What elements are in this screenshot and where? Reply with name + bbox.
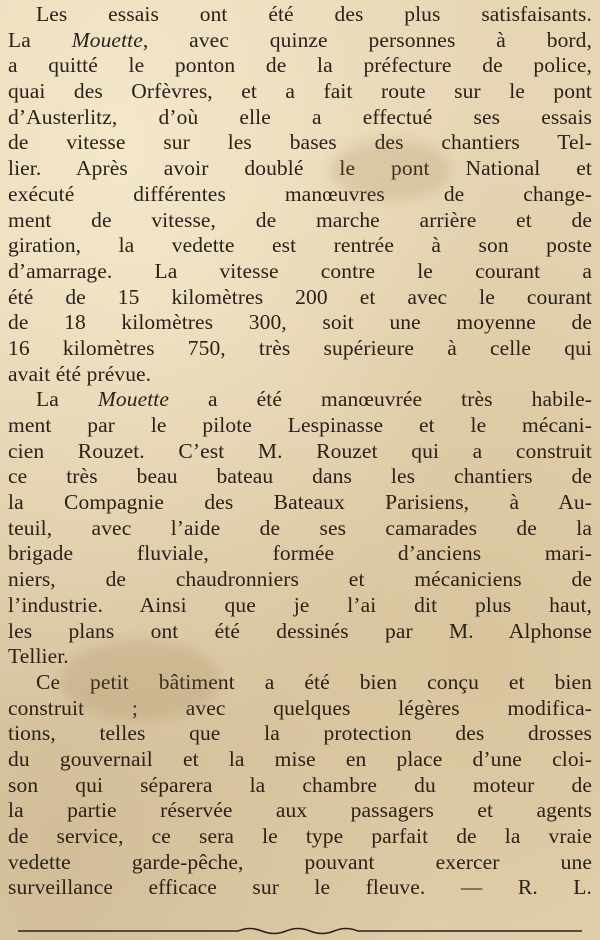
text-line: les plans ont été dessinés par M. Alphonse xyxy=(8,618,592,643)
text-line: exécuté différentes manœuvres de change- xyxy=(8,181,592,206)
text-line: a quitté le ponton de la préfecture de police, xyxy=(8,53,592,78)
text-line: avait été prévue. xyxy=(8,361,152,386)
text-line: 16 kilomètres 750, très supérieure à celle qui xyxy=(8,335,592,360)
text-line: d’amarrage. La vitesse contre le courant a xyxy=(8,258,592,283)
text-line: quai des Orfèvres, et a fait route sur le pont xyxy=(8,79,592,104)
text-line: Tellier. xyxy=(8,644,69,669)
text-line: brigade fluviale, formée d’anciens mari- xyxy=(8,541,592,566)
text-line: la partie réservée aux passagers et agents xyxy=(8,798,592,823)
paragraph-2 xyxy=(8,387,592,670)
text-line: giration, la vedette est rentrée à son poste xyxy=(8,233,592,258)
text-line: lier. Après avoir doublé le pont National et xyxy=(8,156,592,181)
text-line: tions, telles que la protection des drosses xyxy=(8,721,592,746)
text-line: vedette garde-pêche, pouvant exercer une xyxy=(8,849,592,874)
text-line: de vitesse sur les bases des chantiers Tel- xyxy=(8,130,592,155)
text-line: la Compagnie des Bateaux Parisiens, à Au- xyxy=(8,490,592,515)
italic-name: Mouette xyxy=(97,387,170,412)
text-line: ment de vitesse, de marche arrière et de xyxy=(8,207,592,232)
text-line: cien Rouzet. C’est M. Rouzet qui a construit xyxy=(8,438,592,463)
text-line: ce très beau bateau dans les chantiers de xyxy=(8,464,592,489)
text-line: construit ; avec quelques légères modifica- xyxy=(8,695,592,720)
text-line: ment par le pilote Lespinasse et le mécani- xyxy=(8,413,592,437)
text-line: La Mouette, avec quinze personnes à bord, xyxy=(8,27,593,52)
paragraph-1 xyxy=(8,2,592,387)
paper-stain xyxy=(330,140,450,200)
text-line: La Mouette a été manœuvrée très habile- xyxy=(36,387,592,412)
text-line: Ce petit bâtiment a été bien conçu et bien xyxy=(36,669,592,694)
italic-name: Mouette xyxy=(71,27,143,52)
text-line: niers, de chaudronniers et mécaniciens de xyxy=(8,567,592,592)
text-line: du gouvernail et la mise en place d’une cloi- xyxy=(8,746,592,771)
text-line: teuil, avec l’aide de ses camarades de la xyxy=(8,515,592,540)
text-line: surveillance efficace sur le fleuve. — R. L. xyxy=(8,875,592,900)
text-line: son qui séparera la chambre du moteur de xyxy=(8,772,592,797)
paper-stain xyxy=(60,640,220,720)
text-line: l’industrie. Ainsi que je l’ai dit plus haut, xyxy=(8,592,592,617)
text-line: Les essais ont été des plus satisfaisants. xyxy=(36,2,592,26)
text-line: de service, ce sera le type parfait de la vraie xyxy=(8,824,592,848)
ornamental-rule xyxy=(18,926,582,936)
text-line: été de 15 kilomètres 200 et avec le courant xyxy=(8,284,592,309)
text-line: de 18 kilomètres 300, soit une moyenne de xyxy=(8,310,592,335)
text-line: d’Austerlitz, d’où elle a effectué ses essais xyxy=(8,104,592,129)
